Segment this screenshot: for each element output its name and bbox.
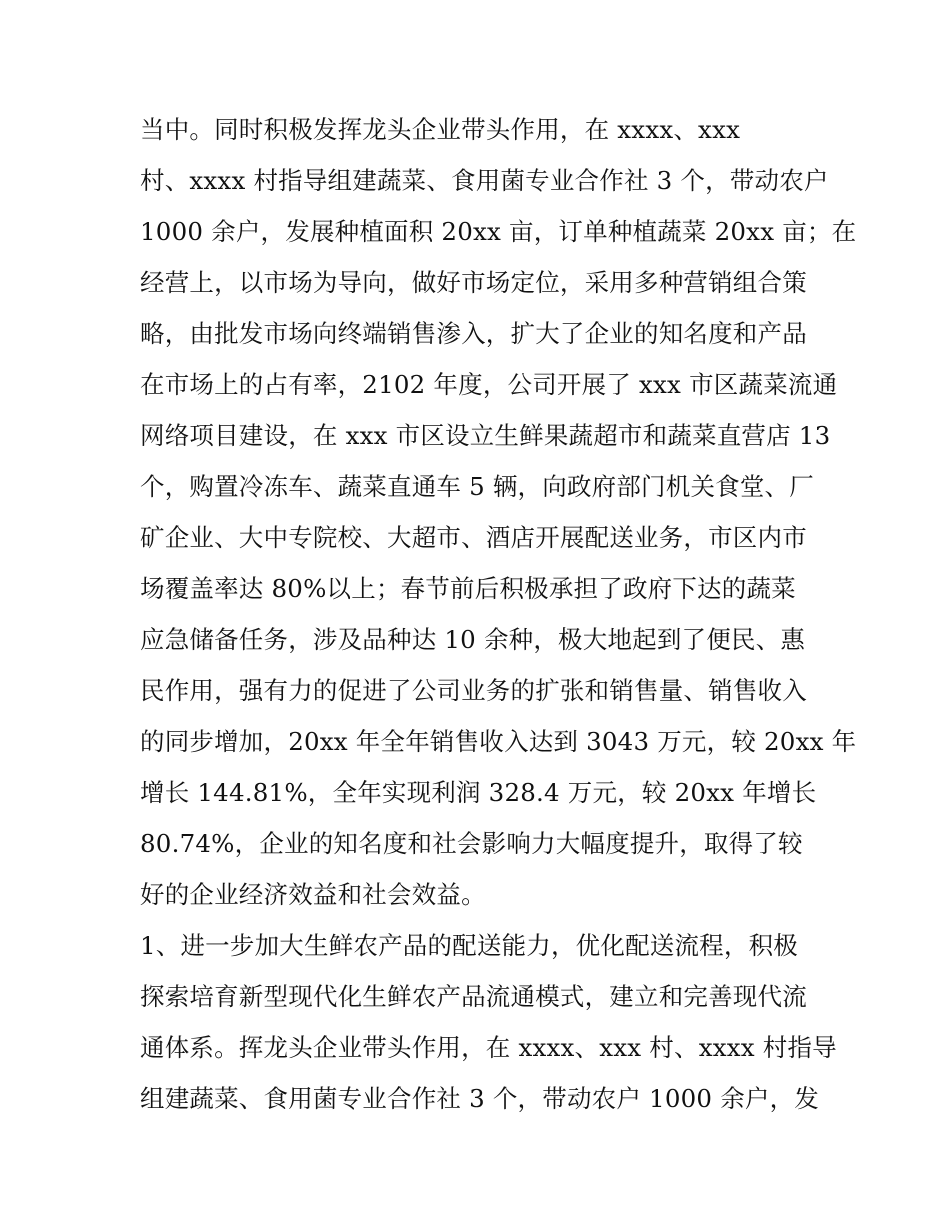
text-line-8: 个，购置冷冻车、蔬菜直通车 5 辆，向政府部门机关食堂、厂	[140, 472, 814, 501]
text-line-7: 网络项目建设，在 xxx 市区设立生鲜果蔬超市和蔬菜直营店 13	[140, 421, 831, 450]
text-line-16: 好的企业经济效益和社会效益。	[140, 880, 486, 909]
text-line-2: 村、xxxx 村指导组建蔬菜、食用菌专业合作社 3 个，带动农户	[140, 166, 829, 195]
text-line-11: 应急储备任务，涉及品种达 10 余种，极大地起到了便民、惠	[140, 625, 806, 654]
text-line-10: 场覆盖率达 80%以上；春节前后积极承担了政府下达的蔬菜	[140, 574, 796, 603]
text-line-9: 矿企业、大中专院校、大超市、酒店开展配送业务，市区内市	[140, 523, 807, 552]
text-line-3: 1000 余户，发展种植面积 20xx 亩，订单种植蔬菜 20xx 亩；在	[140, 217, 857, 246]
text-line-19: 通体系。挥龙头企业带头作用，在 xxxx、xxx 村、xxxx 村指导	[140, 1033, 837, 1062]
text-line-18: 探索培育新型现代化生鲜农产品流通模式，建立和完善现代流	[140, 982, 807, 1011]
text-line-1: 当中。同时积极发挥龙头企业带头作用，在 xxxx、xxx	[140, 115, 741, 144]
text-line-12: 民作用，强有力的促进了公司业务的扩张和销售量、销售收入	[140, 676, 807, 705]
text-line-15: 80.74%，企业的知名度和社会影响力大幅度提升，取得了较	[140, 829, 803, 858]
text-line-6: 在市场上的占有率，2102 年度，公司开展了 xxx 市区蔬菜流通	[140, 370, 838, 399]
text-line-4: 经营上，以市场为导向，做好市场定位，采用多种营销组合策	[140, 268, 807, 297]
text-line-14: 增长 144.81%，全年实现利润 328.4 万元，较 20xx 年增长	[140, 778, 817, 807]
text-line-13: 的同步增加，20xx 年全年销售收入达到 3043 万元，较 20xx 年	[140, 727, 857, 756]
text-line-17: 1、进一步加大生鲜农产品的配送能力，优化配送流程，积极	[140, 931, 798, 960]
text-line-5: 略，由批发市场向终端销售渗入，扩大了企业的知名度和产品	[140, 319, 807, 348]
text-line-20: 组建蔬菜、食用菌专业合作社 3 个，带动农户 1000 余户，发	[140, 1084, 819, 1113]
